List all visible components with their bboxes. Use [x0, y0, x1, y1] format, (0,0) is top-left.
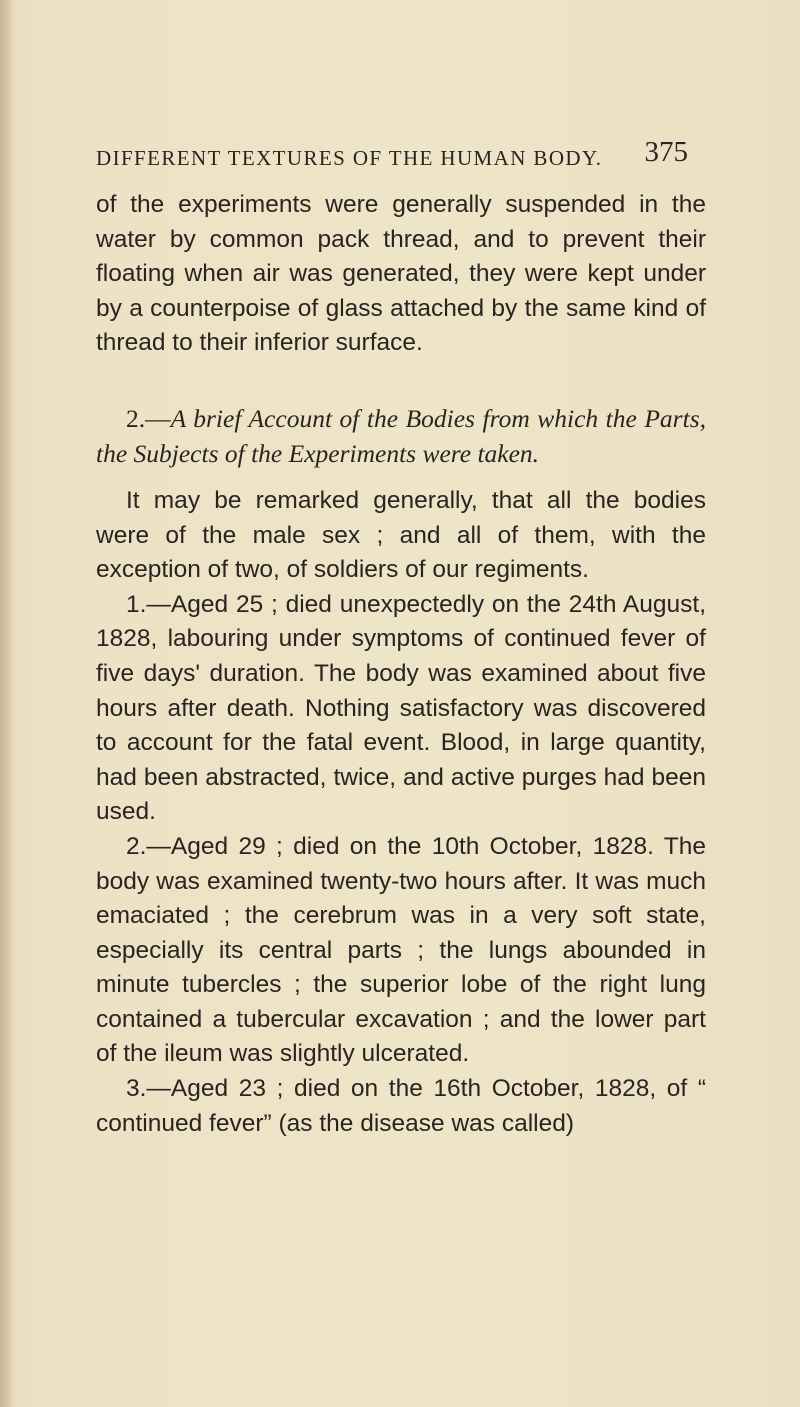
case-2-paragraph: 2.—Aged 29 ; died on the 10th October, 1828. The body was examined twenty-two hours after. It was much emaciated ; the cerebrum was in a very soft state, especially its central parts ; the lungs abounded in minute tubercles ; the superior lobe of the right lung contained a tubercular excavation ; and the lower part of the ileum was slightly ulcerated. — [96, 832, 706, 1068]
case-1-paragraph: 1.—Aged 25 ; died unexpectedly on the 24th August, 1828, labouring under symptoms of continued fever of five days' duration. The body was examined about five hours after death. Nothing satisfactory was discovered to account for the fatal event. Blood, in large quantity, had been abstracted, twice, and active purges had been used. — [96, 590, 706, 826]
section-title: A brief Account of the Bodies from which the Parts, the Subjects of the Experiments were taken. — [96, 403, 706, 468]
running-head-title: DIFFERENT TEXTURES OF THE HUMAN BODY. — [96, 146, 603, 170]
case-3-paragraph: 3.—Aged 23 ; died on the 16th October, 1828, of “ continued fever” (as the disease was called) — [96, 1075, 706, 1137]
binding-shadow — [0, 0, 14, 1407]
section-number: 2.— — [126, 403, 171, 433]
running-head — [96, 136, 688, 173]
intro-paragraph: of the experiments were generally suspended in the water by common pack thread, and to prevent their floating when air was generated, they were kept under by a counterpoise of glass attached by the same kind of thread to their inferior surface. — [96, 191, 706, 357]
general-remark-paragraph: It may be remarked generally, that all the bodies were of the male sex ; and all of them, with the exception of two, of soldiers of our regiments. — [96, 486, 706, 584]
body-text — [96, 188, 706, 1141]
page-number: 375 — [644, 136, 688, 168]
section-heading — [96, 401, 706, 471]
